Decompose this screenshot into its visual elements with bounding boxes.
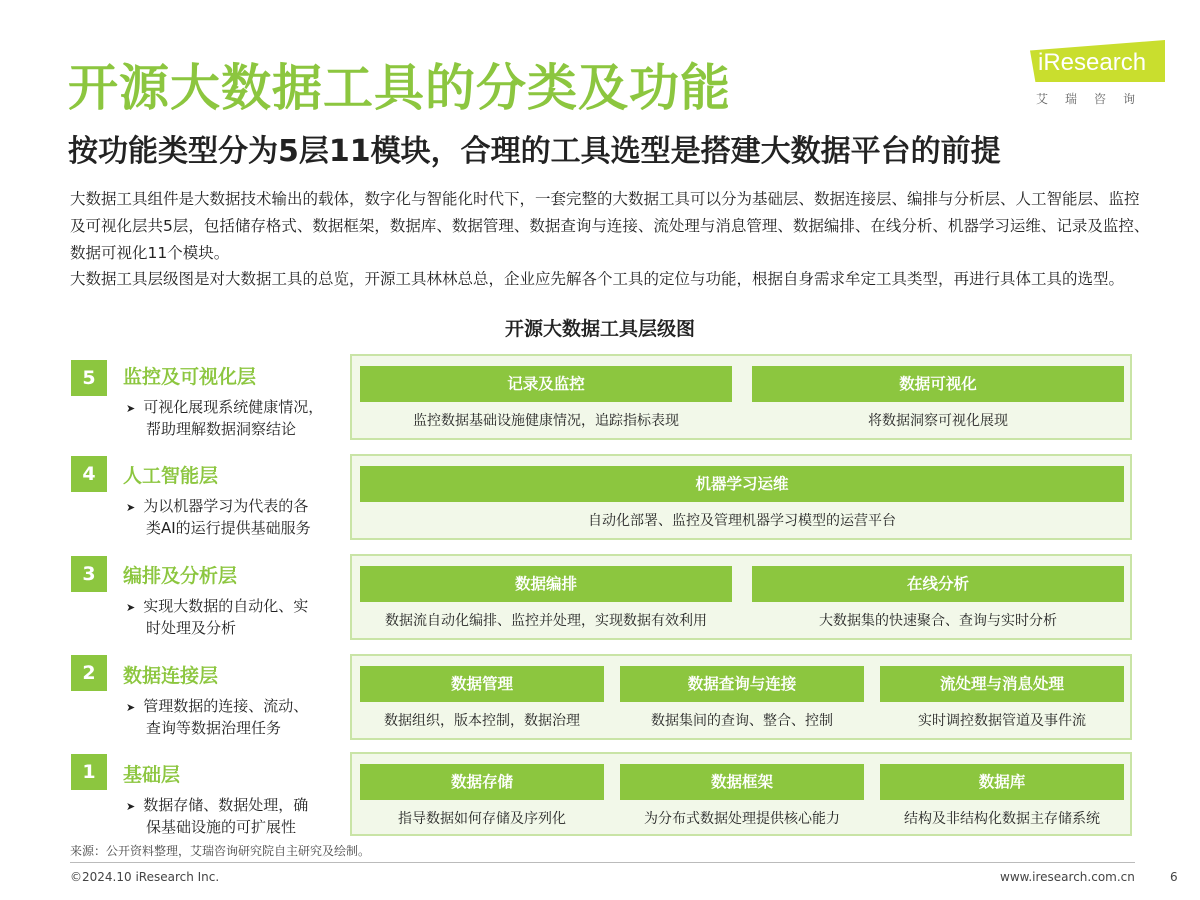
arrow-right-icon: ➤	[126, 501, 136, 514]
module-card	[752, 366, 1124, 430]
layer-5-panel	[350, 354, 1132, 440]
module-card	[880, 666, 1124, 730]
logo-brand: iResearch	[1038, 49, 1147, 76]
layer-5-name: 监控及可视化层	[123, 366, 257, 388]
module-description: 自动化部署、监控及管理机器学习模型的运营平台	[588, 513, 896, 529]
intro-paragraph-1: 大数据工具组件是大数据技术输出的载体，数字化与智能化时代下，一套完整的大数据工具可以分为基础层、数据连接层、编排与分析层、人工智能层、监控及可视化层共5层，包括储存格式、数据框架，数据库、数据管理、数据查询与连接、流处理与消息管理、数据编排、在线分析、机器学习运维、记录及监控、数据可视化11个模块。	[70, 190, 1150, 262]
arrow-right-icon: ➤	[126, 402, 136, 415]
module-description: 实时调控数据管道及事件流	[918, 713, 1086, 729]
module-description: 将数据洞察可视化展现	[868, 413, 1008, 429]
layer-2-desc-line-1: 管理数据的连接、流动、	[143, 697, 309, 715]
module-title: 数据编排	[360, 566, 732, 602]
module-title: 数据管理	[360, 666, 604, 702]
module-card	[620, 666, 864, 730]
layer-5-desc-line-2: 帮助理解数据洞察结论	[146, 420, 297, 438]
module-title: 数据框架	[620, 764, 864, 800]
module-description: 数据集间的查询、整合、控制	[651, 713, 833, 729]
module-title: 流处理与消息处理	[880, 666, 1124, 702]
layer-4-panel	[350, 454, 1132, 540]
layer-1-name: 基础层	[123, 764, 181, 786]
module-card	[360, 366, 732, 430]
layer-3-number: 3	[71, 556, 107, 592]
footer-divider	[70, 862, 1135, 863]
layer-4-number: 4	[71, 456, 107, 492]
layer-2-name: 数据连接层	[123, 665, 219, 687]
layer-5-number: 5	[71, 360, 107, 396]
layer-1-desc-line-2: 保基础设施的可扩展性	[146, 818, 297, 836]
layer-3-desc-line-2: 时处理及分析	[146, 619, 237, 637]
module-title: 数据库	[880, 764, 1124, 800]
layer-2-panel	[350, 654, 1132, 740]
module-card	[752, 566, 1124, 630]
layer-4-desc-line-2: 类AI的运行提供基础服务	[146, 519, 311, 537]
module-card	[360, 566, 732, 630]
layer-5-desc-line-1: 可视化展现系统健康情况，	[143, 398, 324, 416]
module-title: 机器学习运维	[360, 466, 1124, 502]
page-title: 开源大数据工具的分类及功能	[68, 59, 731, 117]
layer-3-panel	[350, 554, 1132, 640]
source-note: 来源：公开资料整理，艾瑞咨询研究院自主研究及绘制。	[70, 844, 371, 858]
layer-4-description	[126, 496, 341, 539]
arrow-right-icon: ➤	[126, 701, 136, 714]
module-description: 指导数据如何存储及序列化	[398, 811, 566, 827]
module-description: 数据组织，版本控制，数据治理	[384, 713, 580, 729]
module-description: 大数据集的快速聚合、查询与实时分析	[819, 613, 1057, 629]
module-title: 在线分析	[752, 566, 1124, 602]
module-description: 监控数据基础设施健康情况，追踪指标表现	[413, 413, 679, 429]
module-card	[360, 666, 604, 730]
module-card	[360, 466, 1124, 530]
module-title: 数据查询与连接	[620, 666, 864, 702]
arrow-right-icon: ➤	[126, 800, 136, 813]
page-subtitle: 按功能类型分为5层11模块，合理的工具选型是搭建大数据平台的前提	[68, 134, 1001, 169]
intro-paragraph-2: 大数据工具层级图是对大数据工具的总览，开源工具林林总总，企业应先解各个工具的定位与功能，根据自身需求牟定工具类型，再进行具体工具的选型。	[70, 270, 1125, 288]
module-title: 记录及监控	[360, 366, 732, 402]
module-description: 结构及非结构化数据主存储系统	[904, 811, 1100, 827]
layer-1-desc-line-1: 数据存储、数据处理，确	[143, 796, 309, 814]
arrow-right-icon: ➤	[126, 601, 136, 614]
layer-1-description	[126, 795, 341, 838]
layer-3-desc-line-1: 实现大数据的自动化、实	[143, 597, 309, 615]
module-title: 数据可视化	[752, 366, 1124, 402]
layer-1-number: 1	[71, 754, 107, 790]
module-title: 数据存储	[360, 764, 604, 800]
copyright: ©2024.10 iResearch Inc.	[70, 870, 220, 884]
logo-chinese: 艾瑞咨询	[1036, 92, 1153, 106]
module-description: 为分布式数据处理提供核心能力	[644, 811, 840, 827]
layer-2-desc-line-2: 查询等数据治理任务	[146, 719, 282, 737]
page-number: 6	[1170, 870, 1178, 884]
layer-1-panel	[350, 752, 1132, 836]
module-description: 数据流自动化编排、监控并处理，实现数据有效利用	[385, 613, 707, 629]
layer-4-desc-line-1: 为以机器学习为代表的各	[143, 497, 309, 515]
iresearch-logo	[1030, 40, 1170, 110]
layer-5-description	[126, 397, 341, 440]
diagram-title: 开源大数据工具层级图	[504, 318, 695, 340]
layer-4-name: 人工智能层	[123, 465, 219, 487]
module-card	[880, 764, 1124, 828]
website-link[interactable]: www.iresearch.com.cn	[1000, 870, 1135, 884]
layer-2-number: 2	[71, 655, 107, 691]
layer-2-description	[126, 696, 341, 739]
layer-3-description	[126, 596, 341, 639]
module-card	[360, 764, 604, 828]
module-card	[620, 764, 864, 828]
layer-3-name: 编排及分析层	[123, 565, 238, 587]
